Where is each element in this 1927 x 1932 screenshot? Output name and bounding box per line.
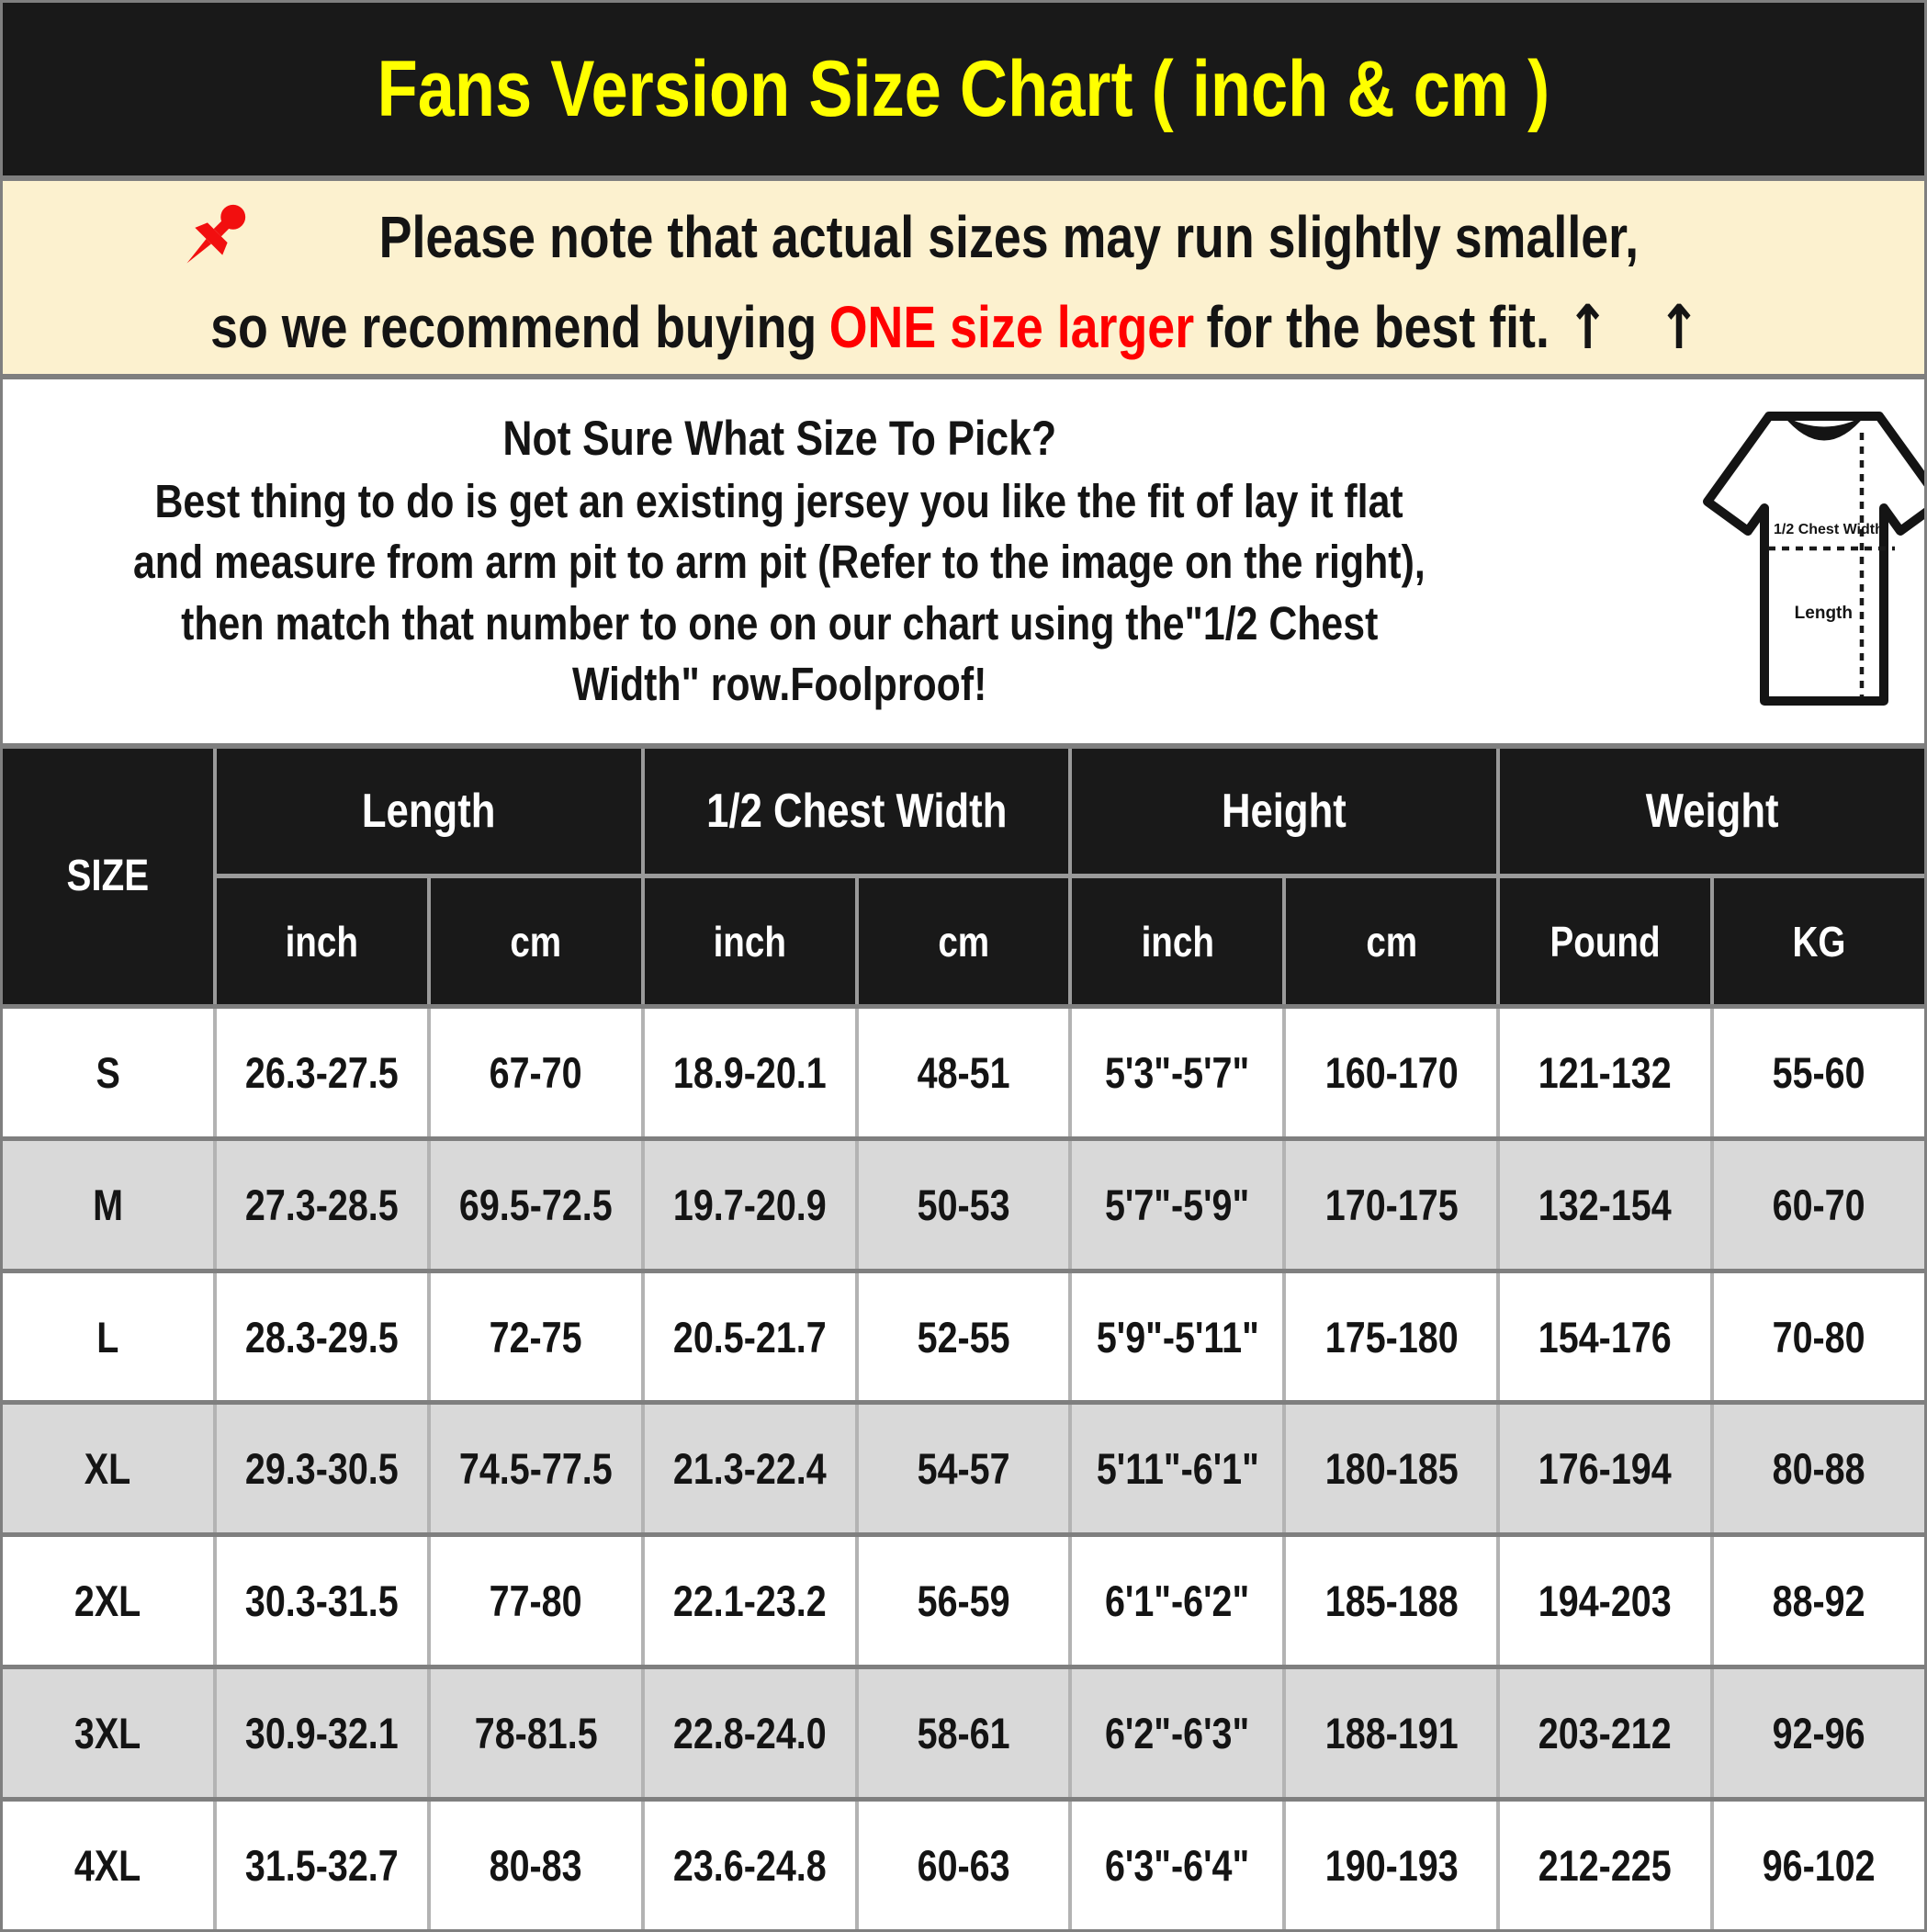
cell-value: 60-63: [917, 1841, 1010, 1891]
cell-value: 26.3-27.5: [244, 1047, 399, 1097]
table-cell: [1072, 1273, 1282, 1401]
table-cell: [1714, 1273, 1924, 1401]
cell-value: KG: [1792, 917, 1846, 966]
table-cell: [859, 1009, 1069, 1136]
cell-value: 80-83: [489, 1841, 582, 1891]
table-cell: [217, 1141, 427, 1269]
table-row: [3, 1669, 1924, 1797]
subheader-chest-inch: [645, 878, 855, 1003]
cell-value: 6'2"-6'3": [1105, 1709, 1250, 1758]
table-cell: [431, 1273, 641, 1401]
cell-value: 92-96: [1773, 1709, 1866, 1758]
length-label: Length: [1794, 604, 1853, 623]
cell-value: 194-203: [1538, 1576, 1673, 1626]
cell-value: cm: [1365, 917, 1417, 966]
table-header: [3, 749, 1924, 1004]
cell-value: 20.5-21.7: [672, 1312, 827, 1361]
guide-heading: Not Sure What Size To Pick?: [501, 412, 1056, 467]
table-cell: [1714, 1669, 1924, 1797]
subheader-height-inch: [1072, 878, 1282, 1003]
cell-value: 5'11"-6'1": [1096, 1444, 1259, 1494]
pushpin-icon: [169, 193, 257, 281]
cell-value: 70-80: [1773, 1312, 1866, 1361]
table-cell: [1500, 1537, 1710, 1665]
cell-value: 1/2 Chest Width: [705, 785, 1008, 839]
column-group-height: [1072, 749, 1496, 874]
cell-value: 52-55: [917, 1312, 1010, 1361]
subheader-chest-cm: [859, 878, 1069, 1003]
cell-value: 30.3-31.5: [244, 1576, 399, 1626]
table-cell: [645, 1009, 855, 1136]
table-cell: [1072, 1802, 1282, 1929]
size-cell: [3, 1273, 213, 1401]
cell-value: 176-194: [1538, 1444, 1673, 1494]
cell-value: 6'3"-6'4": [1105, 1841, 1250, 1891]
cell-value: 2XL: [74, 1576, 141, 1626]
size-table: [3, 743, 1924, 1929]
table-cell: [645, 1802, 855, 1929]
cell-value: 160-170: [1324, 1047, 1459, 1097]
cell-value: L: [96, 1312, 119, 1361]
subheader-length-inch: [217, 878, 427, 1003]
table-cell: [1714, 1802, 1924, 1929]
cell-value: 58-61: [917, 1709, 1010, 1758]
cell-value: 175-180: [1324, 1312, 1459, 1361]
cell-value: 190-193: [1324, 1841, 1459, 1891]
cell-value: 121-132: [1538, 1047, 1673, 1097]
sizing-guide-section: [3, 374, 1924, 743]
table-cell: [859, 1802, 1069, 1929]
table-cell: [645, 1669, 855, 1797]
cell-value: 78-81.5: [474, 1709, 598, 1758]
table-row: [3, 1009, 1924, 1136]
cell-value: 48-51: [917, 1047, 1010, 1097]
cell-value: 55-60: [1773, 1047, 1866, 1097]
cell-value: S: [96, 1047, 120, 1097]
notice-text-2-prefix: so we recommend buying: [210, 294, 817, 360]
table-cell: [1072, 1669, 1282, 1797]
cell-value: Length: [361, 785, 496, 839]
table-cell: [1286, 1537, 1496, 1665]
table-cell: [1714, 1009, 1924, 1136]
table-row: [3, 1141, 1924, 1269]
cell-value: 54-57: [917, 1444, 1010, 1494]
table-cell: [1714, 1537, 1924, 1665]
column-header-size: [3, 749, 213, 1004]
cell-value: 170-175: [1324, 1180, 1459, 1229]
cell-value: Height: [1222, 785, 1347, 839]
table-cell: [1500, 1802, 1710, 1929]
cell-value: 30.9-32.1: [244, 1709, 399, 1758]
notice-text-1: Please note that actual sizes may run slightly smaller,: [378, 203, 1639, 270]
table-row: [3, 1405, 1924, 1532]
cell-value: 22.8-24.0: [672, 1709, 827, 1758]
table-cell: [1286, 1802, 1496, 1929]
tshirt-diagram: [1673, 396, 1927, 727]
table-cell: [1286, 1009, 1496, 1136]
cell-value: 21.3-22.4: [672, 1444, 827, 1494]
title-bar: [3, 3, 1924, 175]
cell-value: 23.6-24.8: [672, 1841, 827, 1891]
cell-value: 132-154: [1538, 1180, 1673, 1229]
cell-value: 3XL: [74, 1709, 141, 1758]
size-cell: [3, 1537, 213, 1665]
tshirt-diagram-container: [1549, 379, 1927, 743]
size-cell: [3, 1141, 213, 1269]
cell-value: 56-59: [917, 1576, 1010, 1626]
cell-value: Weight: [1645, 785, 1779, 839]
tshirt-outline: [1707, 416, 1927, 701]
table-cell: [1072, 1405, 1282, 1532]
notice-text-2-suffix: for the best fit.: [1207, 294, 1550, 360]
table-cell: [1500, 1273, 1710, 1401]
cell-value: 5'7"-5'9": [1105, 1180, 1250, 1229]
cell-value: 5'9"-5'11": [1096, 1312, 1259, 1361]
table-cell: [431, 1009, 641, 1136]
cell-value: 19.7-20.9: [672, 1180, 827, 1229]
table-cell: [645, 1537, 855, 1665]
subheader-weight-kg: [1714, 878, 1924, 1003]
table-cell: [1072, 1141, 1282, 1269]
cell-value: 88-92: [1773, 1576, 1866, 1626]
table-cell: [645, 1405, 855, 1532]
cell-value: M: [92, 1180, 123, 1229]
cell-value: 29.3-30.5: [244, 1444, 399, 1494]
table-cell: [1286, 1669, 1496, 1797]
table-cell: [1072, 1009, 1282, 1136]
table-cell: [1286, 1273, 1496, 1401]
cell-value: 5'3"-5'7": [1105, 1047, 1250, 1097]
size-cell: [3, 1009, 213, 1136]
column-group-chest-width: [645, 749, 1069, 874]
table-cell: [1500, 1009, 1710, 1136]
chest-width-label: 1/2 Chest Width: [1773, 522, 1884, 537]
table-cell: [859, 1405, 1069, 1532]
table-cell: [431, 1669, 641, 1797]
table-cell: [859, 1669, 1069, 1797]
column-group-weight: [1500, 749, 1924, 874]
table-cell: [431, 1141, 641, 1269]
cell-value: inch: [1141, 917, 1214, 966]
table-cell: [431, 1405, 641, 1532]
cell-value: SIZE: [66, 852, 150, 901]
cell-value: 212-225: [1538, 1841, 1673, 1891]
guide-line-1: Best thing to do is get an existing jersey you like the fit of lay it flat: [154, 474, 1403, 527]
cell-value: 18.9-20.1: [672, 1047, 827, 1097]
table-cell: [217, 1009, 427, 1136]
cell-value: 180-185: [1324, 1444, 1459, 1494]
guide-line-3: then match that number to one on our chart using the"1/2 Chest: [180, 596, 1378, 650]
table-row: [3, 1802, 1924, 1929]
cell-value: 80-88: [1773, 1444, 1866, 1494]
cell-value: Pound: [1549, 917, 1661, 966]
notice-highlight: ONE size larger: [829, 294, 1195, 360]
table-row: [3, 1273, 1924, 1401]
cell-value: 4XL: [74, 1841, 141, 1891]
table-cell: [1500, 1141, 1710, 1269]
cell-value: inch: [285, 917, 359, 966]
table-cell: [431, 1537, 641, 1665]
column-group-length: [217, 749, 641, 874]
cell-value: 74.5-77.5: [458, 1444, 613, 1494]
size-cell: [3, 1669, 213, 1797]
table-cell: [217, 1537, 427, 1665]
notice-line-2: [211, 292, 1717, 363]
notice-line-1: [169, 193, 1759, 281]
cell-value: XL: [85, 1444, 131, 1494]
table-cell: [1286, 1405, 1496, 1532]
subheader-length-cm: [431, 878, 641, 1003]
table-cell: [217, 1669, 427, 1797]
table-cell: [431, 1802, 641, 1929]
size-cell: [3, 1405, 213, 1532]
table-cell: [1714, 1405, 1924, 1532]
table-cell: [859, 1141, 1069, 1269]
cell-value: 67-70: [489, 1047, 582, 1097]
guide-line-4: Width" row.Foolproof!: [571, 658, 987, 711]
table-cell: [217, 1802, 427, 1929]
guide-line-2: and measure from arm pit to arm pit (Refer to the image on the right),: [132, 536, 1426, 589]
table-cell: [859, 1537, 1069, 1665]
sizing-guide-text: [3, 379, 1549, 743]
table-cell: [1072, 1537, 1282, 1665]
cell-value: 60-70: [1773, 1180, 1866, 1229]
cell-value: cm: [510, 917, 562, 966]
cell-value: 28.3-29.5: [244, 1312, 399, 1361]
table-cell: [1500, 1405, 1710, 1532]
subheader-height-cm: [1286, 878, 1496, 1003]
table-cell: [217, 1405, 427, 1532]
cell-value: 22.1-23.2: [672, 1576, 827, 1626]
cell-value: 50-53: [917, 1180, 1010, 1229]
page-title: Fans Version Size Chart ( inch & cm ): [377, 44, 1550, 133]
cell-value: 31.5-32.7: [244, 1841, 399, 1891]
cell-value: 188-191: [1324, 1709, 1459, 1758]
table-cell: [1500, 1669, 1710, 1797]
table-cell: [859, 1273, 1069, 1401]
cell-value: inch: [713, 917, 786, 966]
table-cell: [645, 1273, 855, 1401]
cell-value: 6'1"-6'2": [1105, 1576, 1250, 1626]
cell-value: 69.5-72.5: [458, 1180, 613, 1229]
table-row: [3, 1537, 1924, 1665]
subheader-weight-pound: [1500, 878, 1710, 1003]
cell-value: 96-102: [1763, 1841, 1876, 1891]
table-cell: [217, 1273, 427, 1401]
table-cell: [645, 1141, 855, 1269]
up-arrows-icon: ↑ ↑: [1566, 291, 1717, 363]
cell-value: 203-212: [1538, 1709, 1673, 1758]
cell-value: 154-176: [1538, 1312, 1673, 1361]
table-cell: [1286, 1141, 1496, 1269]
size-cell: [3, 1802, 213, 1929]
cell-value: 27.3-28.5: [244, 1180, 399, 1229]
cell-value: 185-188: [1324, 1576, 1459, 1626]
table-cell: [1714, 1141, 1924, 1269]
cell-value: 77-80: [489, 1576, 582, 1626]
notice-banner: [3, 175, 1924, 374]
cell-value: 72-75: [489, 1312, 582, 1361]
cell-value: cm: [938, 917, 989, 966]
